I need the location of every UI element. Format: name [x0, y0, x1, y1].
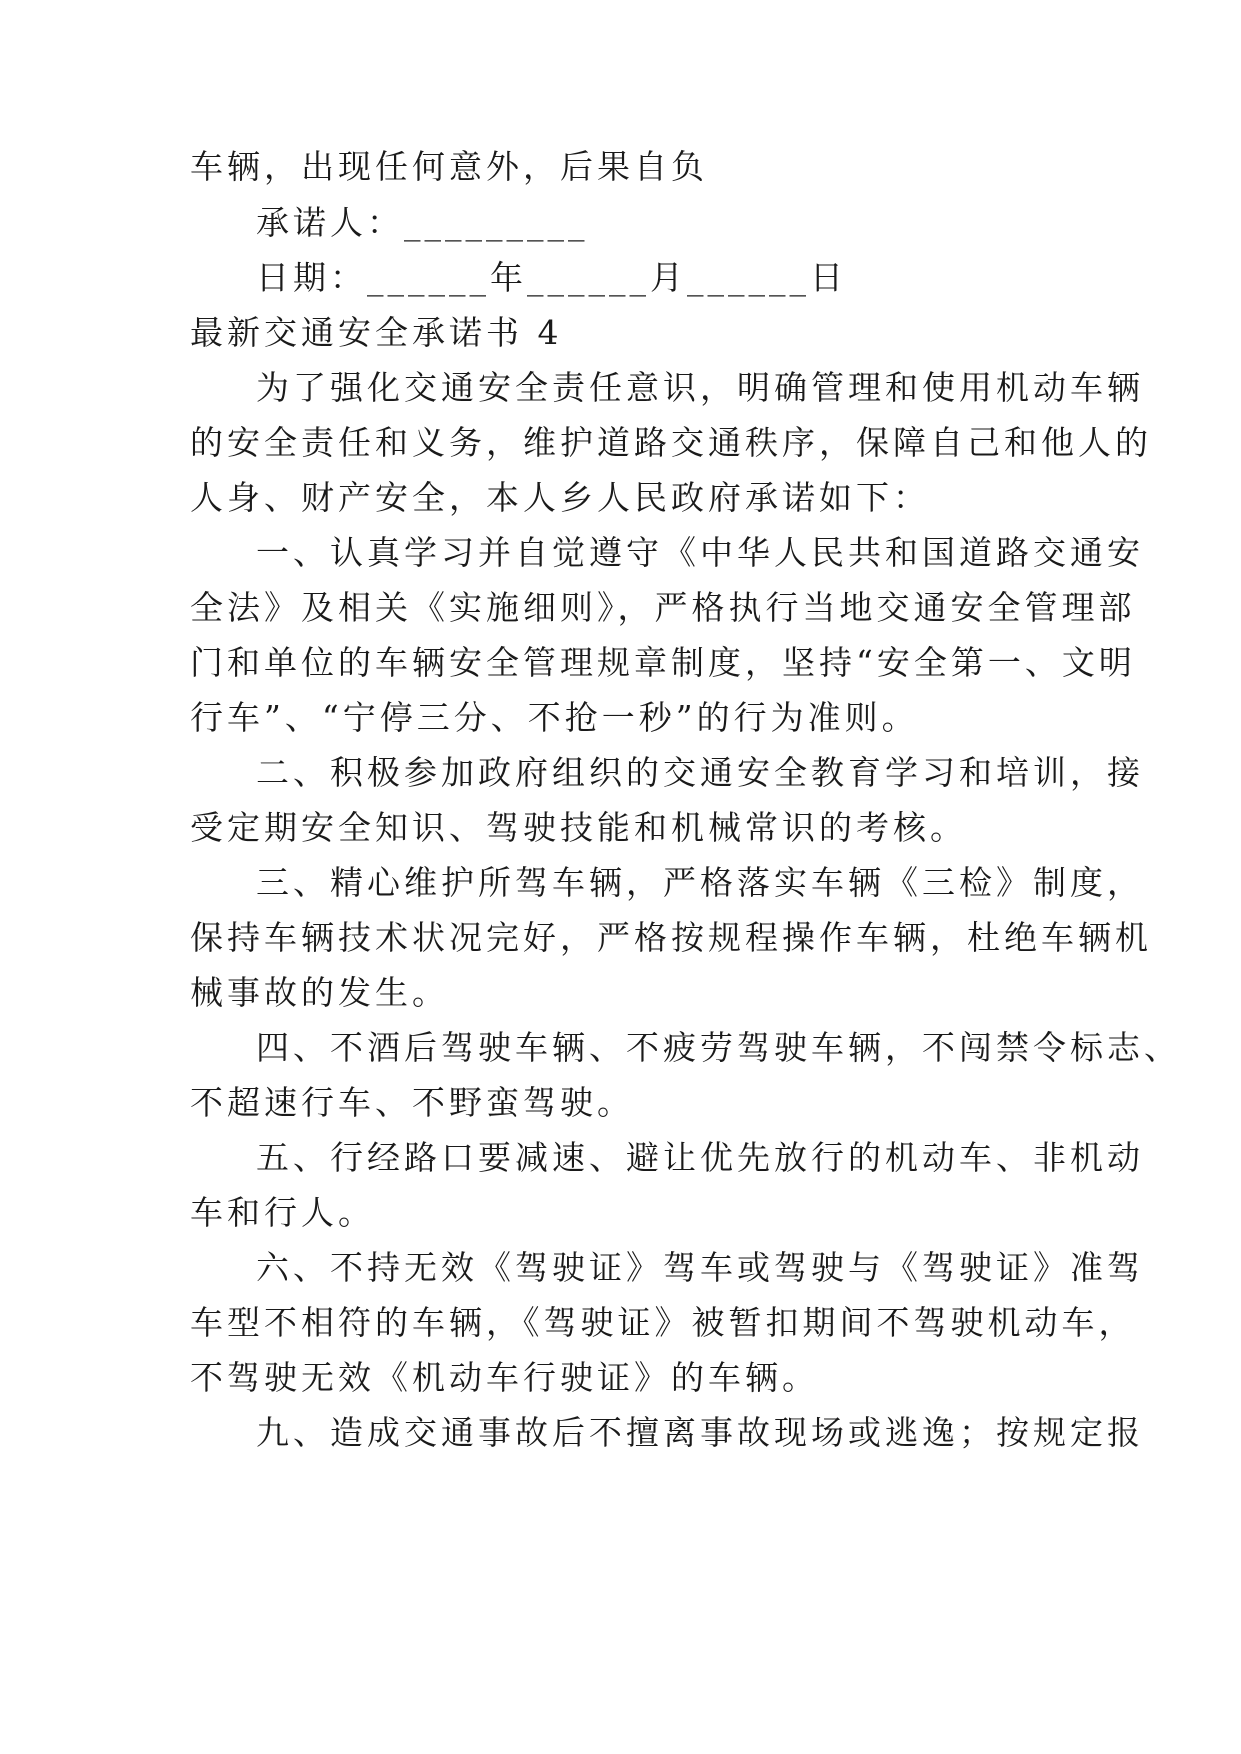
date-line: 日期：______年______月______日	[256, 258, 847, 297]
text-line: 一、认真学习并自觉遵守《中华人民共和国道路交通安	[256, 533, 1144, 572]
text-line: 的安全责任和义务，维护道路交通秩序，保障自己和他人的	[190, 423, 1152, 462]
signer-line: 承诺人：_________	[256, 203, 589, 242]
text-line: 二、积极参加政府组织的交通安全教育学习和培训，接	[256, 753, 1144, 792]
text-line: 五、行经路口要减速、避让优先放行的机动车、非机动	[256, 1138, 1144, 1177]
text-line: 行车”、“宁停三分、不抢一秒”的行为准则。	[190, 698, 919, 737]
text-line: 三、精心维护所驾车辆，严格落实车辆《三检》制度，	[256, 863, 1144, 902]
text-line: 受定期安全知识、驾驶技能和机械常识的考核。	[190, 808, 967, 847]
text-line: 不驾驶无效《机动车行驶证》的车辆。	[190, 1358, 819, 1397]
text-line: 人身、财产安全，本人乡人民政府承诺如下：	[190, 478, 930, 517]
text-line: 全法》及相关《实施细则》，严格执行当地交通安全管理部	[190, 588, 1136, 627]
text-line: 车和行人。	[190, 1193, 375, 1232]
text-line: 械事故的发生。	[190, 973, 449, 1012]
text-line: 门和单位的车辆安全管理规章制度，坚持“安全第一、文明	[190, 643, 1136, 682]
text-line: 六、不持无效《驾驶证》驾车或驾驶与《驾驶证》准驾	[256, 1248, 1144, 1287]
section-heading: 最新交通安全承诺书 4	[190, 313, 563, 352]
text-line: 保持车辆技术状况完好，严格按规程操作车辆，杜绝车辆机	[190, 918, 1152, 957]
text-line: 车型不相符的车辆，《驾驶证》被暂扣期间不驾驶机动车，	[190, 1303, 1136, 1342]
text-line: 车辆，出现任何意外，后果自负	[190, 147, 708, 186]
text-line: 九、造成交通事故后不擅离事故现场或逃逸；按规定报	[256, 1413, 1144, 1452]
text-line: 四、不酒后驾驶车辆、不疲劳驾驶车辆，不闯禁令标志、	[256, 1028, 1181, 1067]
text-line: 不超速行车、不野蛮驾驶。	[190, 1083, 634, 1122]
text-line: 为了强化交通安全责任意识，明确管理和使用机动车辆	[256, 368, 1144, 407]
